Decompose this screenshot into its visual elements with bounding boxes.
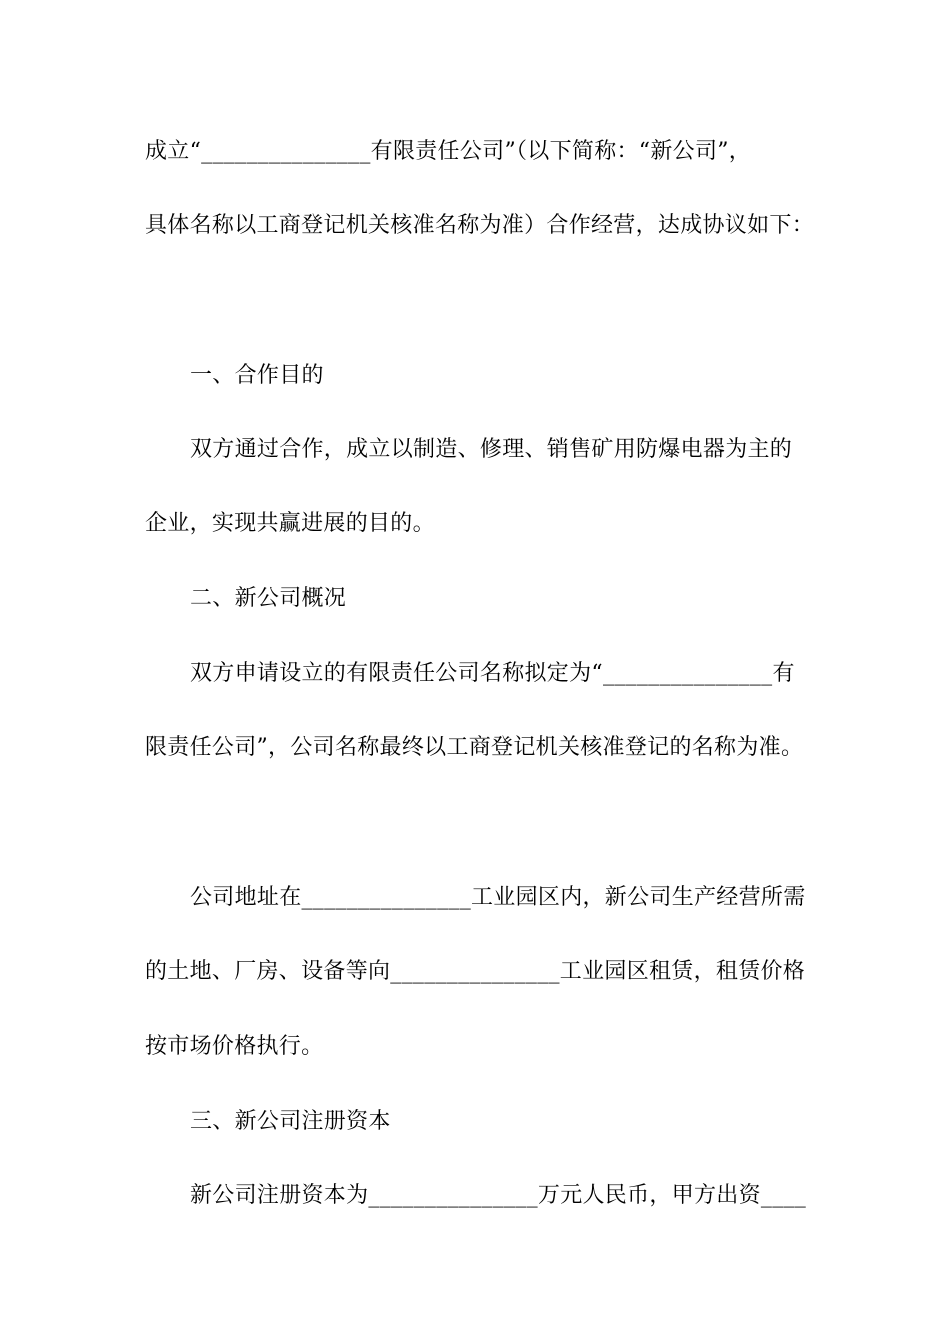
- paragraph-overview-line-2: 限责任公司”，公司名称最终以工商登记机关核准登记的名称为准。: [145, 735, 804, 760]
- section-heading-1: 一、合作目的: [190, 363, 324, 388]
- section-heading-3: 三、新公司注册资本: [190, 1109, 391, 1134]
- section-heading-2: 二、新公司概况: [190, 586, 347, 611]
- paragraph-purpose-line-1: 双方通过合作，成立以制造、修理、销售矿用防爆电器为主的: [190, 437, 793, 462]
- paragraph-address-line-3: 按市场价格执行。: [145, 1034, 324, 1059]
- paragraph-capital-line-1: 新公司注册资本为_______________万元人民币，甲方出资____: [190, 1183, 807, 1208]
- paragraph-address-line-2: 的土地、厂房、设备等向_______________工业园区租赁，租赁价格: [145, 959, 806, 984]
- paragraph-intro-line-2: 具体名称以工商登记机关核准名称为准）合作经营，达成协议如下：: [145, 213, 815, 238]
- paragraph-purpose-line-2: 企业，实现共赢进展的目的。: [145, 511, 435, 536]
- paragraph-address-line-1: 公司地址在_______________工业园区内，新公司生产经营所需: [190, 885, 806, 910]
- paragraph-intro-line-1: 成立“_______________有限责任公司”（以下简称：“新公司”，: [145, 139, 752, 164]
- paragraph-overview-line-1: 双方申请设立的有限责任公司名称拟定为“_______________有: [190, 661, 795, 686]
